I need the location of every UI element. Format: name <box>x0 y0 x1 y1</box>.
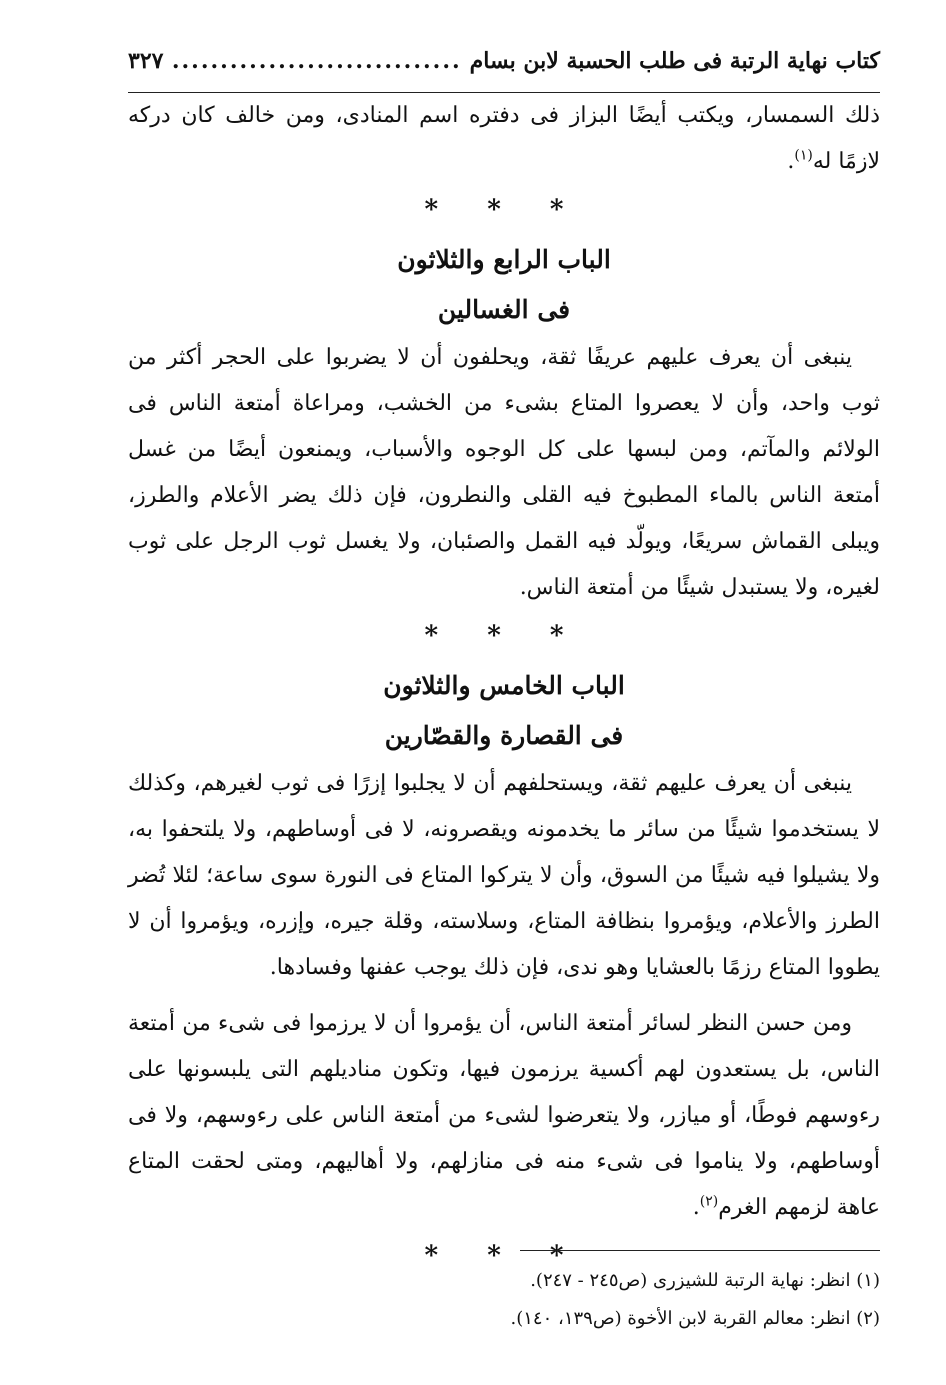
chapter-35-subtitle: فى القصارة والقصّارين <box>384 721 624 750</box>
leader-dots: .............................. <box>171 48 462 74</box>
section-separator: * * * <box>424 1241 584 1271</box>
page-number: ٣٢٧ <box>128 48 164 74</box>
footnote-ref-1: (١) <box>794 147 813 164</box>
chapter-34-title: الباب الرابع والثلاثون <box>397 245 611 274</box>
section-separator: * * * <box>424 621 584 651</box>
footnotes <box>128 1262 880 1338</box>
running-header <box>128 48 880 93</box>
chapter-35-end: . <box>692 1195 700 1220</box>
footnote-1: (١) انظر: نهاية الرتبة للشيزرى (ص٢٤٥ - ٢٤٧). <box>530 1270 880 1291</box>
footnote-ref-2: (٢) <box>699 1193 719 1210</box>
book-title: كتاب نهاية الرتبة فى طلب الحسبة لابن بسام <box>469 48 880 74</box>
intro-paragraph <box>128 93 880 185</box>
page-body <box>128 40 880 1281</box>
chapter-35-paragraph-2-text: ومن حسن النظر لسائر أمتعة الناس، أن يؤمروا أن لا يرزموا فى شىء من أمتعة الناس، بل يستعدون لهم أكسية يرزمون فيها، وتكون مناديلهم التى يلبسونها على رءوسهم فوطًا، أو ميازر، ولا يتعرضوا لشىء من أمتعة الناس على رءوسهم، ولا فى أوساطهم، ولا يناموا فى شىء منه فى منازلهم، ولا أهاليهم، ومتى لحقت المتاع عاهة لزمهم الغرم <box>128 1011 880 1220</box>
intro-end: . <box>787 149 795 174</box>
chapter-34-paragraph: ينبغى أن يعرف عليهم عريفًا ثقة، ويحلفون أن لا يضربوا على الحجر أكثر من ثوب واحد، وأن لا يعصروا المتاع بشىء من الخشب، ومراعاة أمتعة الناس فى الولائم والمآتم، ومن لبسها على كل الوجوه والأسباب، ويمنعون أيضًا من غسل أمتعة الناس بالماء المطبوخ فيه القلى والنطرون، فإن ذلك يضر الأعلام والطرز، ويبلى القماش سريعًا، ويولّد فيه القمل والصئبان، ولا يغسل ثوب الرجل على ثوب لغيره، ولا يستبدل شيئًا من أمتعة الناس. <box>128 345 880 600</box>
footnote-rule <box>520 1250 880 1251</box>
footnote-2: (٢) انظر: معالم القربة لابن الأخوة (ص١٣٩، ١٤٠). <box>510 1308 880 1329</box>
intro-text: ذلك السمسار، ويكتب أيضًا البزاز فى دفتره اسم المنادى، ومن خالف كان دركه لازمًا له <box>128 103 880 174</box>
chapter-34-subtitle: فى الغسالين <box>437 295 571 324</box>
chapter-35-paragraph-2 <box>128 1001 880 1231</box>
section-separator: * * * <box>424 195 584 225</box>
chapter-35-title: الباب الخامس والثلاثون <box>383 671 625 700</box>
chapter-35-paragraph-1: ينبغى أن يعرف عليهم ثقة، ويستحلفهم أن لا يجلبوا إزرًا فى ثوب لغيرهم، وكذلك لا يستخدموا شيئًا من سائر ما يخدمونه ويقصرونه، لا فى أوساطهم، ولا يلتحفوا به، ولا يشيلوا فيه شيئًا من السوق، وأن لا يتركوا المتاع فى النورة سوى ساعة؛ لئلا تُضر الطرز والأعلام، ويؤمروا بنظافة المتاع، وسلاسته، وقلة جيره، وإزره، ويؤمروا أن لا يطووا المتاع رزمًا بالعشايا وهو ندى، فإن ذلك يوجب عفنها وفسادها. <box>128 771 880 980</box>
